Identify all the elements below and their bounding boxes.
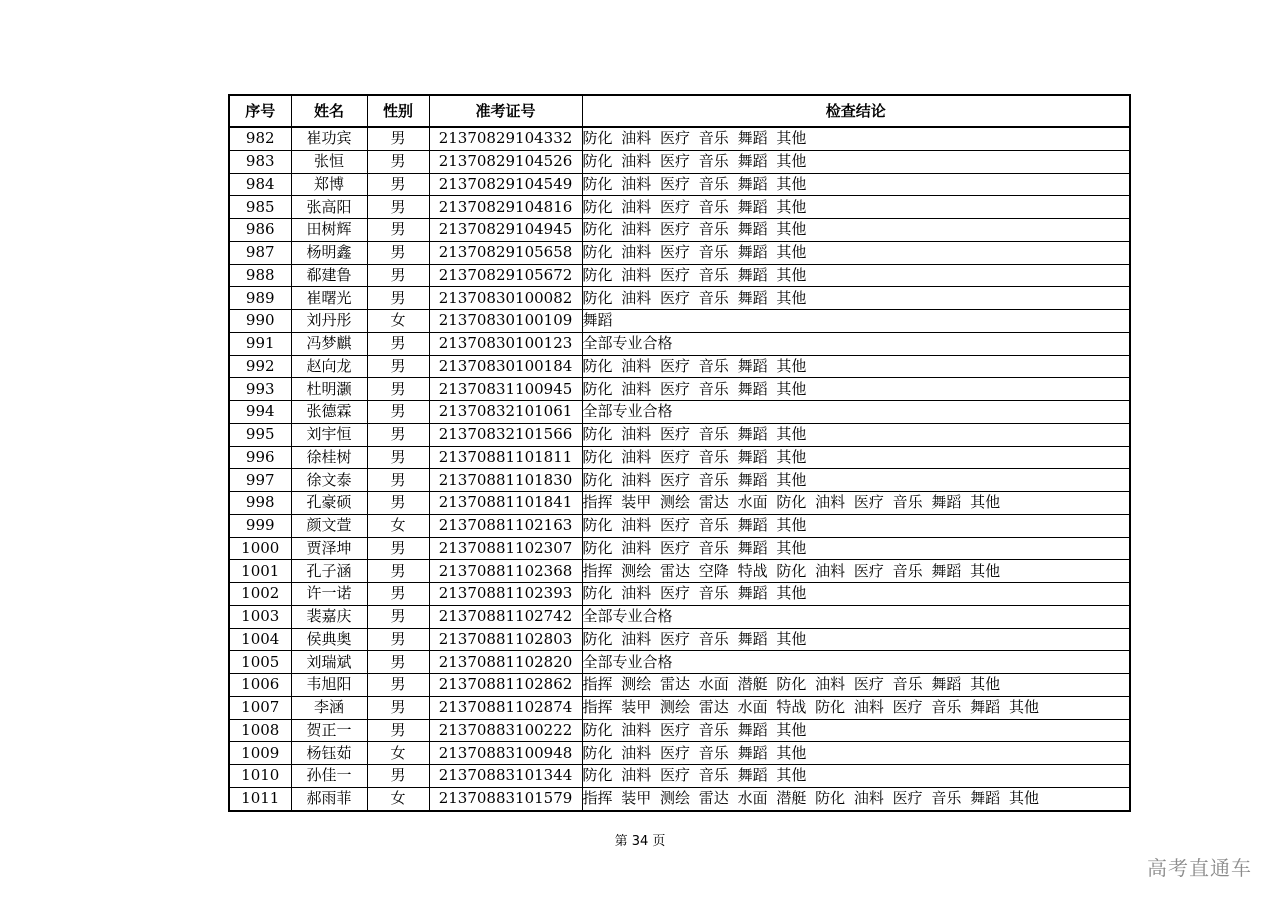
cell-ticket: 21370883100948 <box>429 742 582 765</box>
cell-seq: 996 <box>229 446 291 469</box>
cell-name: 徐文泰 <box>291 469 367 492</box>
cell-name: 颜文萱 <box>291 514 367 537</box>
cell-seq: 990 <box>229 310 291 333</box>
cell-name: 刘瑞斌 <box>291 651 367 674</box>
table-row <box>229 332 1130 355</box>
cell-sex: 男 <box>367 355 429 378</box>
cell-ticket: 21370881102862 <box>429 674 582 697</box>
cell-seq: 991 <box>229 332 291 355</box>
cell-sex: 男 <box>367 264 429 287</box>
cell-ticket: 21370881102307 <box>429 537 582 560</box>
table-row <box>229 401 1130 424</box>
cell-ticket: 21370883100222 <box>429 719 582 742</box>
cell-sex: 男 <box>367 560 429 583</box>
cell-result: 防化 油料 医疗 音乐 舞蹈 其他 <box>582 423 1130 446</box>
cell-ticket: 21370829104332 <box>429 127 582 150</box>
cell-ticket: 21370881102803 <box>429 628 582 651</box>
cell-name: 郗建鲁 <box>291 264 367 287</box>
cell-ticket: 21370830100109 <box>429 310 582 333</box>
cell-ticket: 21370829104526 <box>429 150 582 173</box>
cell-result: 指挥 测绘 雷达 空降 特战 防化 油料 医疗 音乐 舞蹈 其他 <box>582 560 1130 583</box>
cell-name: 贾泽坤 <box>291 537 367 560</box>
cell-ticket: 21370881102874 <box>429 696 582 719</box>
cell-seq: 987 <box>229 241 291 264</box>
table-row <box>229 378 1130 401</box>
cell-seq: 1009 <box>229 742 291 765</box>
cell-sex: 男 <box>367 173 429 196</box>
cell-ticket: 21370832101566 <box>429 423 582 446</box>
table-row <box>229 196 1130 219</box>
cell-ticket: 21370883101579 <box>429 787 582 810</box>
cell-name: 贺正一 <box>291 719 367 742</box>
cell-ticket: 21370830100082 <box>429 287 582 310</box>
table-row <box>229 219 1130 242</box>
cell-result: 防化 油料 医疗 音乐 舞蹈 其他 <box>582 287 1130 310</box>
cell-result: 防化 油料 医疗 音乐 舞蹈 其他 <box>582 219 1130 242</box>
cell-sex: 女 <box>367 742 429 765</box>
cell-seq: 1002 <box>229 583 291 606</box>
cell-name: 侯典奥 <box>291 628 367 651</box>
cell-sex: 女 <box>367 310 429 333</box>
cell-name: 张高阳 <box>291 196 367 219</box>
cell-ticket: 21370881101811 <box>429 446 582 469</box>
cell-seq: 1001 <box>229 560 291 583</box>
table-row <box>229 537 1130 560</box>
cell-seq: 1008 <box>229 719 291 742</box>
cell-result: 防化 油料 医疗 音乐 舞蹈 其他 <box>582 537 1130 560</box>
cell-name: 郝雨菲 <box>291 787 367 810</box>
cell-result: 防化 油料 医疗 音乐 舞蹈 其他 <box>582 719 1130 742</box>
cell-seq: 997 <box>229 469 291 492</box>
cell-name: 张恒 <box>291 150 367 173</box>
cell-name: 郑博 <box>291 173 367 196</box>
cell-result: 全部专业合格 <box>582 401 1130 424</box>
cell-result: 防化 油料 医疗 音乐 舞蹈 其他 <box>582 196 1130 219</box>
cell-result: 指挥 装甲 测绘 雷达 水面 防化 油料 医疗 音乐 舞蹈 其他 <box>582 492 1130 515</box>
cell-seq: 995 <box>229 423 291 446</box>
cell-seq: 1003 <box>229 605 291 628</box>
table-row <box>229 628 1130 651</box>
cell-sex: 男 <box>367 537 429 560</box>
table-row <box>229 241 1130 264</box>
cell-name: 崔曙光 <box>291 287 367 310</box>
cell-seq: 1006 <box>229 674 291 697</box>
table-row <box>229 446 1130 469</box>
table-row <box>229 423 1130 446</box>
cell-name: 孙佳一 <box>291 765 367 788</box>
cell-seq: 989 <box>229 287 291 310</box>
cell-sex: 男 <box>367 583 429 606</box>
cell-ticket: 21370881101841 <box>429 492 582 515</box>
cell-sex: 女 <box>367 787 429 810</box>
table-row <box>229 287 1130 310</box>
table-row <box>229 469 1130 492</box>
cell-result: 防化 油料 医疗 音乐 舞蹈 其他 <box>582 514 1130 537</box>
table-row <box>229 651 1130 674</box>
header-seq: 序号 <box>229 95 291 127</box>
header-sex: 性别 <box>367 95 429 127</box>
cell-sex: 男 <box>367 127 429 150</box>
cell-sex: 男 <box>367 287 429 310</box>
cell-result: 防化 油料 医疗 音乐 舞蹈 其他 <box>582 446 1130 469</box>
table-row <box>229 787 1130 810</box>
cell-ticket: 21370830100123 <box>429 332 582 355</box>
table-row <box>229 150 1130 173</box>
cell-result: 舞蹈 <box>582 310 1130 333</box>
cell-ticket: 21370881102368 <box>429 560 582 583</box>
table-row <box>229 583 1130 606</box>
cell-seq: 1000 <box>229 537 291 560</box>
cell-result: 全部专业合格 <box>582 651 1130 674</box>
header-ticket: 准考证号 <box>429 95 582 127</box>
cell-seq: 992 <box>229 355 291 378</box>
cell-sex: 男 <box>367 423 429 446</box>
cell-ticket: 21370829104945 <box>429 219 582 242</box>
cell-seq: 988 <box>229 264 291 287</box>
header-result: 检查结论 <box>582 95 1130 127</box>
cell-sex: 男 <box>367 219 429 242</box>
header-name: 姓名 <box>291 95 367 127</box>
table-row <box>229 127 1130 150</box>
table-row <box>229 765 1130 788</box>
cell-seq: 1007 <box>229 696 291 719</box>
cell-sex: 男 <box>367 401 429 424</box>
cell-sex: 男 <box>367 241 429 264</box>
cell-seq: 1010 <box>229 765 291 788</box>
cell-result: 防化 油料 医疗 音乐 舞蹈 其他 <box>582 264 1130 287</box>
cell-seq: 1011 <box>229 787 291 810</box>
cell-seq: 982 <box>229 127 291 150</box>
cell-ticket: 21370830100184 <box>429 355 582 378</box>
cell-sex: 男 <box>367 605 429 628</box>
cell-sex: 男 <box>367 150 429 173</box>
cell-ticket: 21370829105658 <box>429 241 582 264</box>
cell-seq: 986 <box>229 219 291 242</box>
cell-sex: 男 <box>367 696 429 719</box>
page-number: 第 34 页 <box>614 834 666 849</box>
cell-name: 李涵 <box>291 696 367 719</box>
cell-seq: 993 <box>229 378 291 401</box>
table-row <box>229 173 1130 196</box>
cell-sex: 男 <box>367 378 429 401</box>
cell-sex: 男 <box>367 628 429 651</box>
cell-name: 裴嘉庆 <box>291 605 367 628</box>
cell-ticket: 21370829104549 <box>429 173 582 196</box>
cell-name: 田树辉 <box>291 219 367 242</box>
table-row <box>229 674 1130 697</box>
table-row <box>229 514 1130 537</box>
cell-name: 杜明灏 <box>291 378 367 401</box>
cell-name: 孔豪硕 <box>291 492 367 515</box>
cell-seq: 983 <box>229 150 291 173</box>
cell-result: 防化 油料 医疗 音乐 舞蹈 其他 <box>582 469 1130 492</box>
cell-sex: 男 <box>367 446 429 469</box>
cell-seq: 985 <box>229 196 291 219</box>
cell-name: 刘宇恒 <box>291 423 367 446</box>
cell-ticket: 21370883101344 <box>429 765 582 788</box>
cell-result: 指挥 测绘 雷达 水面 潜艇 防化 油料 医疗 音乐 舞蹈 其他 <box>582 674 1130 697</box>
table-row <box>229 310 1130 333</box>
cell-sex: 男 <box>367 492 429 515</box>
cell-name: 张德霖 <box>291 401 367 424</box>
results-table <box>228 94 1131 812</box>
table-row <box>229 719 1130 742</box>
cell-name: 杨明鑫 <box>291 241 367 264</box>
cell-result: 防化 油料 医疗 音乐 舞蹈 其他 <box>582 765 1130 788</box>
cell-result: 全部专业合格 <box>582 605 1130 628</box>
table-row <box>229 605 1130 628</box>
cell-name: 韦旭阳 <box>291 674 367 697</box>
cell-sex: 男 <box>367 765 429 788</box>
cell-result: 防化 油料 医疗 音乐 舞蹈 其他 <box>582 127 1130 150</box>
table-row <box>229 742 1130 765</box>
cell-ticket: 21370881102742 <box>429 605 582 628</box>
cell-name: 刘丹彤 <box>291 310 367 333</box>
table-row <box>229 696 1130 719</box>
cell-name: 孔子涵 <box>291 560 367 583</box>
cell-name: 许一诺 <box>291 583 367 606</box>
cell-result: 防化 油料 医疗 音乐 舞蹈 其他 <box>582 150 1130 173</box>
cell-sex: 男 <box>367 651 429 674</box>
cell-seq: 999 <box>229 514 291 537</box>
cell-sex: 男 <box>367 674 429 697</box>
cell-seq: 998 <box>229 492 291 515</box>
cell-sex: 男 <box>367 196 429 219</box>
cell-ticket: 21370832101061 <box>429 401 582 424</box>
cell-seq: 994 <box>229 401 291 424</box>
cell-name: 徐桂树 <box>291 446 367 469</box>
cell-result: 防化 油料 医疗 音乐 舞蹈 其他 <box>582 241 1130 264</box>
table-row <box>229 355 1130 378</box>
cell-name: 冯梦麒 <box>291 332 367 355</box>
cell-seq: 1004 <box>229 628 291 651</box>
cell-sex: 男 <box>367 719 429 742</box>
table-row <box>229 264 1130 287</box>
cell-sex: 男 <box>367 332 429 355</box>
cell-seq: 984 <box>229 173 291 196</box>
cell-ticket: 21370881102163 <box>429 514 582 537</box>
cell-result: 指挥 装甲 测绘 雷达 水面 潜艇 防化 油料 医疗 音乐 舞蹈 其他 <box>582 787 1130 810</box>
cell-result: 防化 油料 医疗 音乐 舞蹈 其他 <box>582 173 1130 196</box>
table-row <box>229 492 1130 515</box>
cell-result: 全部专业合格 <box>582 332 1130 355</box>
cell-ticket: 21370881102393 <box>429 583 582 606</box>
cell-sex: 女 <box>367 514 429 537</box>
cell-ticket: 21370829105672 <box>429 264 582 287</box>
cell-name: 赵向龙 <box>291 355 367 378</box>
cell-result: 防化 油料 医疗 音乐 舞蹈 其他 <box>582 583 1130 606</box>
cell-ticket: 21370829104816 <box>429 196 582 219</box>
cell-sex: 男 <box>367 469 429 492</box>
cell-name: 杨钰茹 <box>291 742 367 765</box>
cell-ticket: 21370831100945 <box>429 378 582 401</box>
cell-seq: 1005 <box>229 651 291 674</box>
table-body <box>229 127 1130 811</box>
table-header-row <box>229 95 1130 127</box>
cell-ticket: 21370881101830 <box>429 469 582 492</box>
cell-result: 防化 油料 医疗 音乐 舞蹈 其他 <box>582 742 1130 765</box>
cell-result: 防化 油料 医疗 音乐 舞蹈 其他 <box>582 378 1130 401</box>
cell-result: 指挥 装甲 测绘 雷达 水面 特战 防化 油料 医疗 音乐 舞蹈 其他 <box>582 696 1130 719</box>
cell-ticket: 21370881102820 <box>429 651 582 674</box>
cell-name: 崔功宾 <box>291 127 367 150</box>
cell-result: 防化 油料 医疗 音乐 舞蹈 其他 <box>582 355 1130 378</box>
cell-result: 防化 油料 医疗 音乐 舞蹈 其他 <box>582 628 1130 651</box>
watermark-logo: 高考直通车 <box>1147 856 1252 880</box>
table-row <box>229 560 1130 583</box>
